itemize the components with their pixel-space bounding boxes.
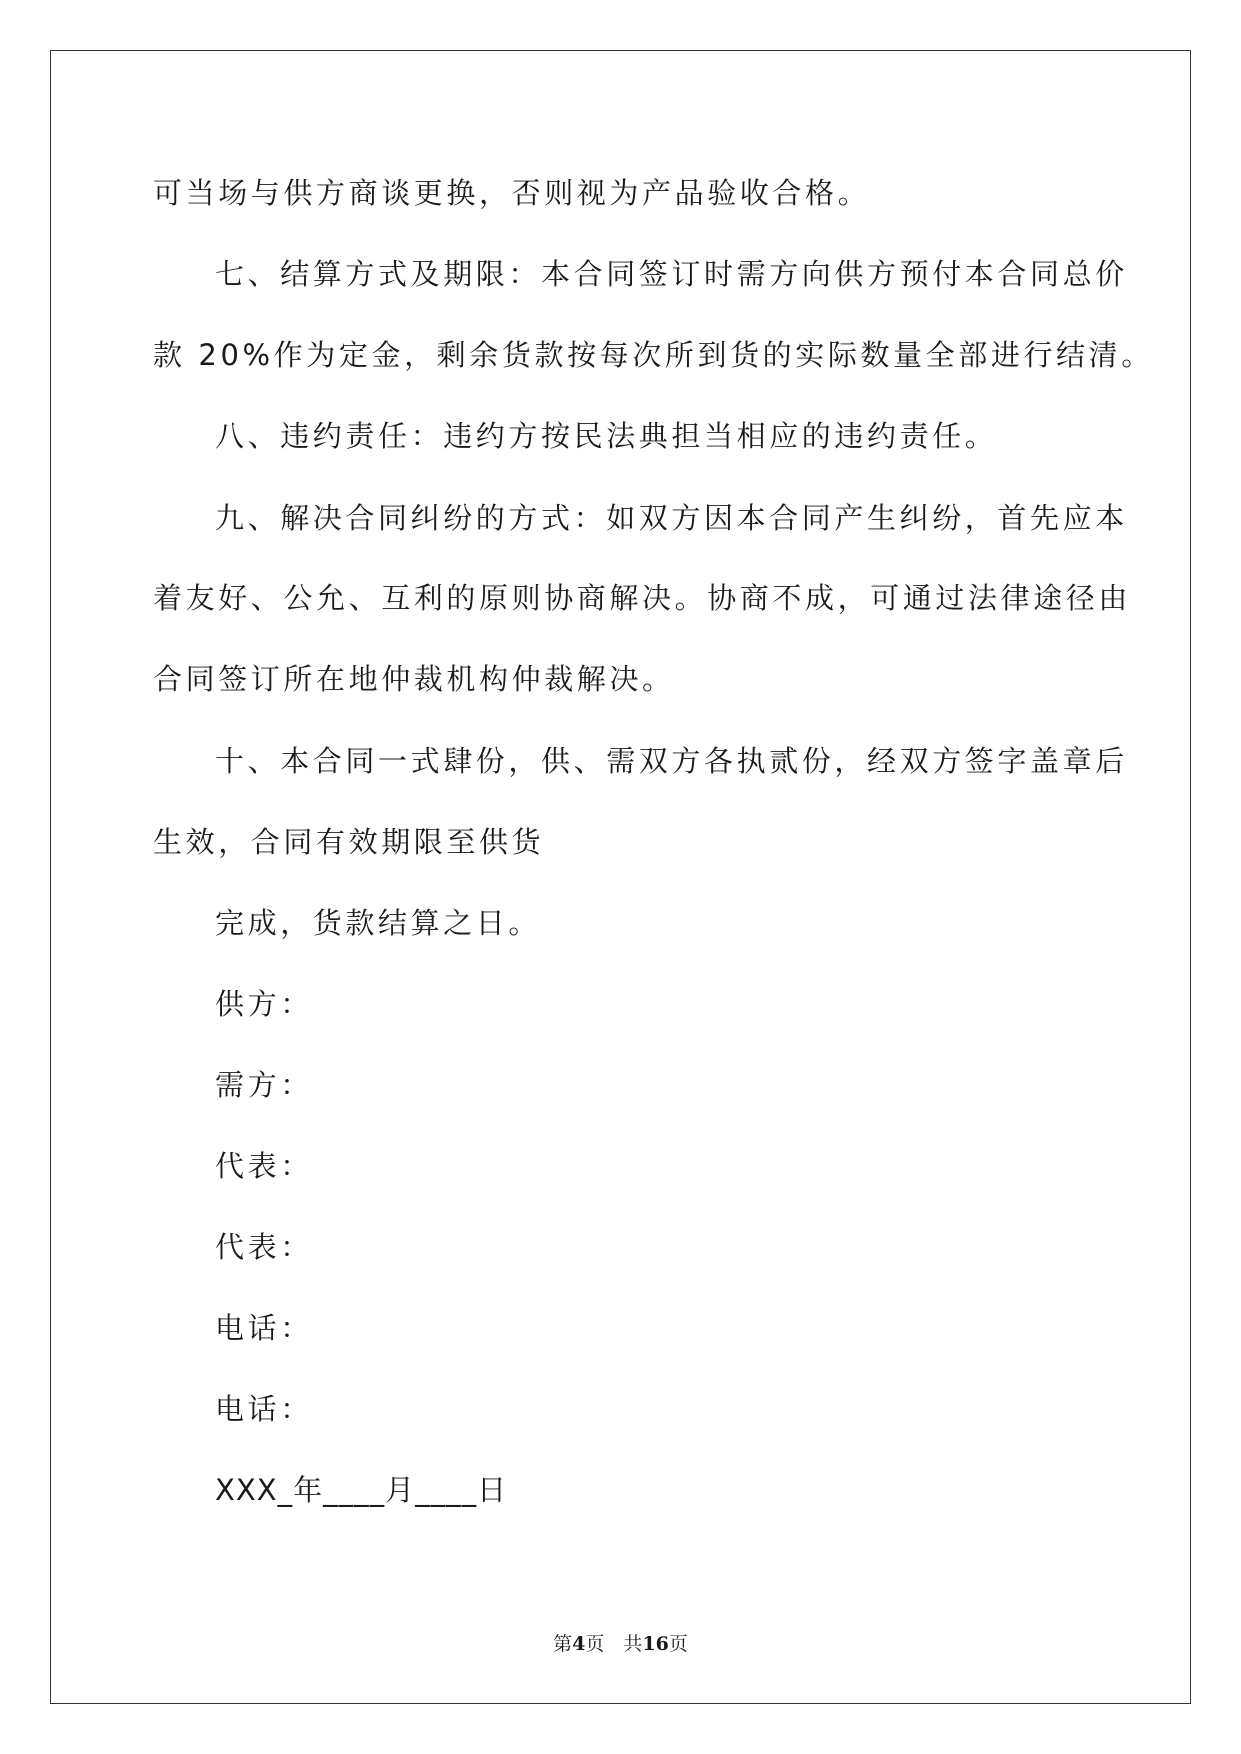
paragraph-line: 款 20%作为定金，剩余货款按每次所到货的实际数量全部进行结清。 bbox=[153, 338, 1154, 372]
paragraph-line: 七、结算方式及期限：本合同签订时需方向供方预付本合同总价 bbox=[215, 257, 1128, 291]
date-line: XXX_年____月____日 bbox=[215, 1473, 508, 1507]
paragraph-line: 着友好、公允、互利的原则协商解决。协商不成，可通过法律途径由 bbox=[153, 581, 1132, 615]
signature-field-representative: 代表： bbox=[215, 1149, 313, 1183]
signature-field-buyer: 需方： bbox=[215, 1068, 313, 1102]
paragraph-line: 合同签订所在地仲裁机构仲裁解决。 bbox=[153, 662, 675, 696]
paragraph-line: 十、本合同一式肆份，供、需双方各执贰份，经双方签字盖章后 bbox=[215, 744, 1128, 778]
paragraph-line: 完成，货款结算之日。 bbox=[215, 906, 542, 940]
footer-prefix: 第 bbox=[553, 1633, 573, 1655]
signature-field-representative: 代表： bbox=[215, 1230, 313, 1264]
page-number: 4 bbox=[572, 1633, 586, 1655]
paragraph-line: 九、解决合同纠纷的方式：如双方因本合同产生纠纷，首先应本 bbox=[215, 501, 1128, 535]
paragraph-line: 可当场与供方商谈更换，否则视为产品验收合格。 bbox=[153, 176, 871, 210]
signature-field-supplier: 供方： bbox=[215, 987, 313, 1021]
signature-field-phone: 电话： bbox=[215, 1392, 313, 1426]
footer-suffix: 页 bbox=[668, 1633, 688, 1655]
paragraph-line: 生效，合同有效期限至供货 bbox=[153, 825, 545, 859]
page-footer bbox=[0, 1632, 1241, 1656]
footer-mid: 页 共 bbox=[585, 1633, 643, 1655]
paragraph-line: 八、违约责任：违约方按民法典担当相应的违约责任。 bbox=[215, 419, 998, 453]
page-border bbox=[50, 50, 1191, 1704]
signature-field-phone: 电话： bbox=[215, 1311, 313, 1345]
total-pages: 16 bbox=[642, 1633, 669, 1655]
